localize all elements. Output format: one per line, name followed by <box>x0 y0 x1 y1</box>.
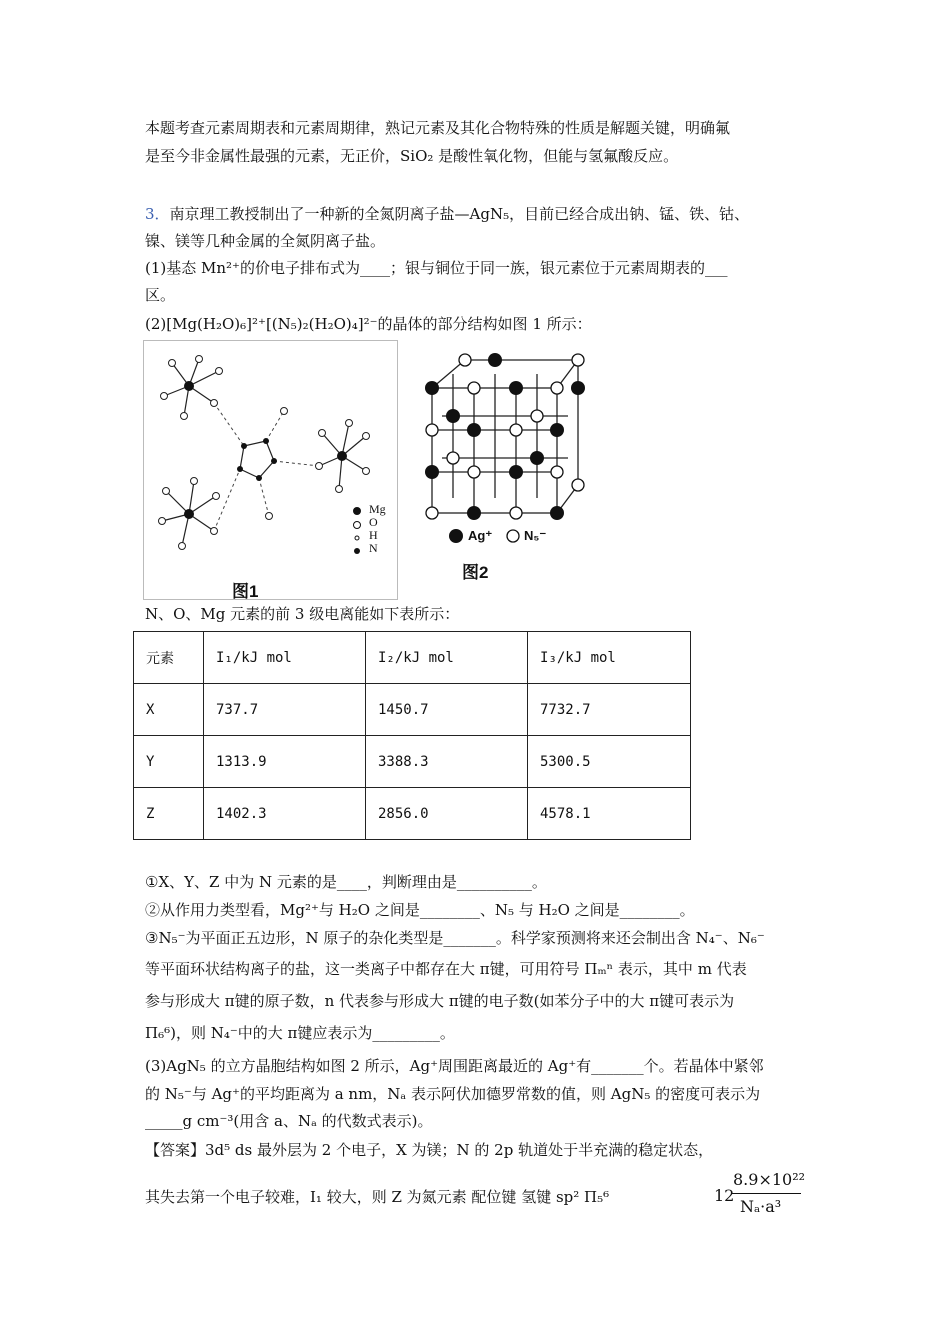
question-stem-text: 南京理工教授制出了一种新的全氮阴离子盐—AgN₅，目前已经合成出钠、锰、铁、钴、 <box>169 205 750 223</box>
part3-line-b: 的 N₅⁻与 Ag⁺的平均距离为 a nm，Nₐ 表示阿伏加德罗常数的值，则 AgN₅ 的密度可表示为 <box>145 1085 761 1103</box>
intro-line-1: 本题考查元素周期表和元素周期律，熟记元素及其化合物特殊的性质是解题关键，明确氟 <box>145 119 731 137</box>
table-row <box>134 788 691 840</box>
table-cell: 1313.9 <box>204 736 366 788</box>
part3-line-c: _____g cm⁻³(用含 a、Nₐ 的代数式表示)。 <box>145 1112 433 1130</box>
figure-2-caption: 图2 <box>462 563 489 582</box>
sub-question-1: ①X、Y、Z 中为 N 元素的是____，判断理由是__________。 <box>145 873 547 891</box>
question-number: 3． <box>145 205 170 223</box>
table-cell: 5300.5 <box>528 736 691 788</box>
figure-1-legend <box>369 503 386 555</box>
legend-n5-dot <box>507 530 519 542</box>
legend-ag-dot <box>449 529 463 543</box>
table-header-cell: I₂/kJ mol <box>366 632 528 684</box>
answer-frac-denominator: Nₐ·a³ <box>740 1197 782 1216</box>
part1-line-a: (1)基态 Mn²⁺的价电子排布式为____；银与铜位于同一族，银元素位于元素周期表的___ <box>145 259 728 277</box>
answer-frac-numerator: 8.9×10²² <box>733 1170 806 1189</box>
sub-question-3-line-3: 参与形成大 π键的原子数，n 代表参与形成大 π键的电子数(如苯分子中的大 π键可表示为 <box>145 992 735 1010</box>
sub-question-3-line-2: 等平面环状结构离子的盐，这一类离子中都存在大 π键，可用符号 Πₘⁿ 表示，其中 m 代表 <box>145 960 747 978</box>
question-stem-1 <box>145 203 749 225</box>
answer-line-1: 【答案】3d⁵ ds 最外层为 2 个电子，X 为镁；N 的 2p 轨道处于半充满的稳定状态， <box>145 1141 714 1159</box>
table-intro: N、O、Mg 元素的前 3 级电离能如下表所示： <box>145 605 460 623</box>
table-cell: 737.7 <box>204 684 366 736</box>
table-header-cell: 元素 <box>134 632 204 684</box>
table-cell: Y <box>134 736 204 788</box>
legend-o: O <box>369 515 378 529</box>
legend-ag: Ag⁺ <box>468 528 493 543</box>
answer-frac-bar <box>731 1193 801 1194</box>
question-stem-2: 镍、镁等几种金属的全氮阴离子盐。 <box>145 232 386 250</box>
figure-1-drawing <box>144 341 397 599</box>
legend-n-dot <box>354 548 360 554</box>
sub-question-3-line-4: Π₆⁶)，则 N₄⁻中的大 π键应表示为_________。 <box>145 1024 455 1042</box>
table-cell: X <box>134 684 204 736</box>
table-row <box>134 684 691 736</box>
figure-2-drawing <box>420 350 590 580</box>
part3-line-a: (3)AgN₅ 的立方晶胞结构如图 2 所示，Ag⁺周围距离最近的 Ag⁺有_______个。若晶体中紧邻 <box>145 1057 764 1075</box>
table-cell: 1450.7 <box>366 684 528 736</box>
intro-line-2: 是至今非金属性最强的元素，无正价，SiO₂ 是酸性氧化物，但能与氢氟酸反应。 <box>145 147 679 165</box>
table-cell: 7732.7 <box>528 684 691 736</box>
table-cell: Z <box>134 788 204 840</box>
legend-n5: N₅⁻ <box>524 528 547 543</box>
legend-h-dot <box>355 536 359 540</box>
figure-1 <box>143 340 398 600</box>
table-header-cell: I₁/kJ mol <box>204 632 366 684</box>
table-cell: 4578.1 <box>528 788 691 840</box>
table-cell: 3388.3 <box>366 736 528 788</box>
table-cell: 1402.3 <box>204 788 366 840</box>
table-header-row <box>134 632 691 684</box>
part2-line: (2)[Mg(H₂O)₆]²⁺[(N₅)₂(H₂O)₄]²⁻的晶体的部分结构如图 1 所示： <box>145 315 592 333</box>
table-header-cell: I₃/kJ mol <box>528 632 691 684</box>
legend-n: N <box>369 541 378 555</box>
table-cell: 2856.0 <box>366 788 528 840</box>
legend-mg-dot <box>353 507 361 515</box>
sub-question-2: ②从作用力类型看，Mg²⁺与 H₂O 之间是________、N₅ 与 H₂O 之间是________。 <box>145 901 695 919</box>
figure-2 <box>420 350 590 580</box>
table-row <box>134 736 691 788</box>
answer-line-2: 其失去第一个电子较难，I₁ 较大，则 Z 为氮元素 配位键 氢键 sp² Π₅⁶ <box>145 1188 610 1206</box>
legend-o-dot <box>354 522 361 529</box>
sub-question-3-line-1: ③N₅⁻为平面正五边形，N 原子的杂化类型是_______。科学家预测将来还会制出含 N₄⁻、N₆⁻ <box>145 929 765 947</box>
ionization-table <box>133 631 691 840</box>
part1-line-b: 区。 <box>145 286 176 304</box>
legend-mg: Mg <box>369 502 386 516</box>
answer-frac-prefix: 12 <box>714 1186 735 1205</box>
legend-h: H <box>369 528 378 542</box>
figure-1-caption: 图1 <box>232 582 259 601</box>
